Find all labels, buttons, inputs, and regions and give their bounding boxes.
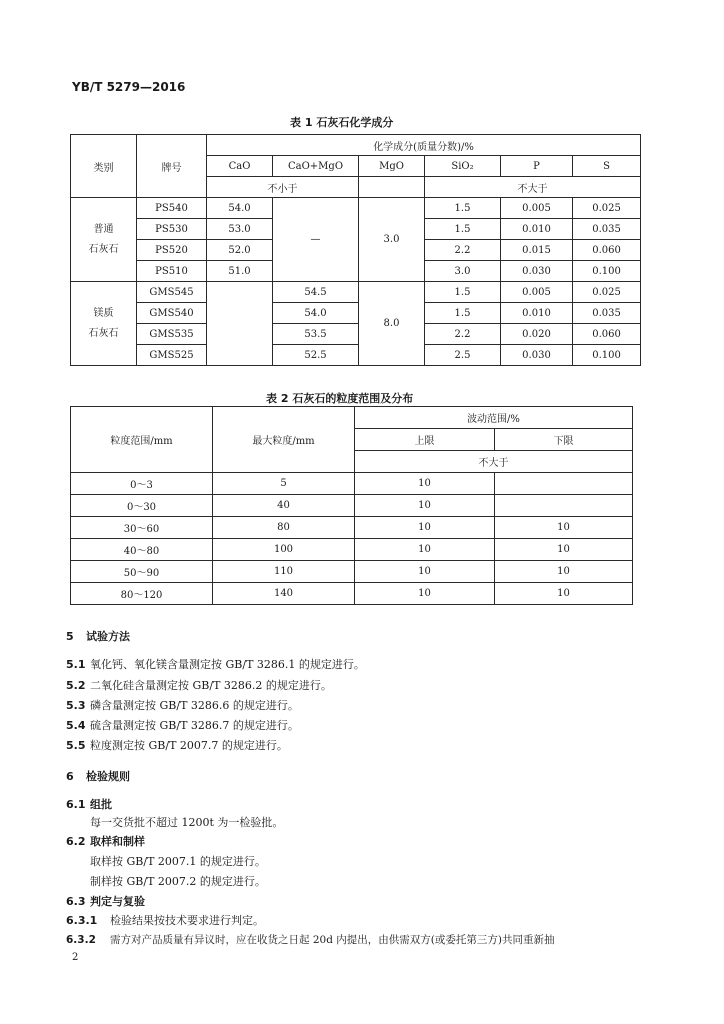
table1-caption: 表 1 石灰石化学成分 <box>290 116 394 129</box>
range-cell: 80～120 <box>71 583 213 605</box>
clause-number: 6.3.2 <box>66 934 96 946</box>
clause-6-2-text-1: 取样按 GB/T 2007.1 的规定进行。 <box>90 855 266 868</box>
s-cell: 0.060 <box>573 324 641 345</box>
clause-number: 5.1 <box>66 658 86 671</box>
s-cell: 0.100 <box>573 261 641 282</box>
category-ordinary-limestone: 普通 石灰石 <box>71 198 137 282</box>
max-cell: 140 <box>213 583 355 605</box>
range-cell: 50～90 <box>71 561 213 583</box>
p-cell: 0.030 <box>501 345 573 366</box>
clause-title: 组批 <box>90 798 112 811</box>
clause-5-3 <box>66 697 299 713</box>
clause-6-1-heading <box>66 796 112 812</box>
table-row <box>71 539 633 561</box>
header-lower: 下限 <box>495 429 633 451</box>
grade-cell: PS540 <box>137 198 207 219</box>
lower-cell <box>495 495 633 517</box>
table-row <box>71 282 641 303</box>
clause-text: 检验结果按技术要求进行判定。 <box>110 914 264 927</box>
clause-6-3-1 <box>66 912 264 928</box>
clause-6-2-heading <box>66 833 145 849</box>
lower-cell: 10 <box>495 561 633 583</box>
cao-mgo-cell: 53.5 <box>273 324 359 345</box>
header-max-size: 最大粒度/mm <box>213 407 355 473</box>
lower-cell: 10 <box>495 539 633 561</box>
table-row <box>71 517 633 539</box>
grade-cell: PS530 <box>137 219 207 240</box>
header-sio2: SiO₂ <box>425 156 501 177</box>
header-size-range: 粒度范围/mm <box>71 407 213 473</box>
clause-title: 取样和制样 <box>90 835 145 848</box>
range-cell: 30～60 <box>71 517 213 539</box>
sio2-cell: 1.5 <box>425 303 501 324</box>
table-row <box>71 198 641 219</box>
header-chemical-composition: 化学成分(质量分数)/% <box>207 135 641 156</box>
max-cell: 100 <box>213 539 355 561</box>
clause-5-5 <box>66 737 288 753</box>
sio2-cell: 1.5 <box>425 219 501 240</box>
clause-number: 5.5 <box>66 739 86 752</box>
cao-cell: 54.0 <box>207 198 273 219</box>
clause-number: 6.2 <box>66 835 86 848</box>
header-s: S <box>573 156 641 177</box>
s-cell: 0.060 <box>573 240 641 261</box>
clause-text: 需方对产品质量有异议时，应在收货之日起 20d 内提出，由供需双方(或委托第三方)共同重新抽 <box>110 934 555 946</box>
sio2-cell: 2.2 <box>425 240 501 261</box>
grade-cell: GMS545 <box>137 282 207 303</box>
grade-cell: GMS540 <box>137 303 207 324</box>
table-row <box>71 345 641 366</box>
clause-text: 氧化钙、氧化镁含量测定按 GB/T 3286.1 的规定进行。 <box>90 658 365 671</box>
cao-cell: 52.0 <box>207 240 273 261</box>
grade-cell: GMS525 <box>137 345 207 366</box>
clause-number: 6.1 <box>66 798 86 811</box>
s-cell: 0.100 <box>573 345 641 366</box>
lower-cell <box>495 473 633 495</box>
clause-text: 二氧化硅含量测定按 GB/T 3286.2 的规定进行。 <box>90 679 332 692</box>
clause-text: 磷含量测定按 GB/T 3286.6 的规定进行。 <box>90 699 299 712</box>
clause-5-4 <box>66 717 299 733</box>
p-cell: 0.030 <box>501 261 573 282</box>
table-particle-size <box>70 406 633 605</box>
header-cao: CaO <box>207 156 273 177</box>
table2-caption: 表 2 石灰石的粒度范围及分布 <box>266 392 414 405</box>
upper-cell: 10 <box>355 495 495 517</box>
grade-cell: GMS535 <box>137 324 207 345</box>
table-row <box>71 583 633 605</box>
lower-cell: 10 <box>495 583 633 605</box>
clause-text: 粒度测定按 GB/T 2007.7 的规定进行。 <box>90 739 288 752</box>
lower-cell: 10 <box>495 517 633 539</box>
cao-mgo-dash: — <box>273 198 359 282</box>
grade-cell: PS520 <box>137 240 207 261</box>
mgo-ordinary-cell: 3.0 <box>359 198 425 282</box>
clause-5-2 <box>66 677 332 693</box>
header-category: 类别 <box>71 135 137 198</box>
sio2-cell: 2.5 <box>425 345 501 366</box>
max-cell: 5 <box>213 473 355 495</box>
p-cell: 0.015 <box>501 240 573 261</box>
upper-cell: 10 <box>355 517 495 539</box>
section-title: 检验规则 <box>86 770 130 783</box>
sio2-cell: 1.5 <box>425 282 501 303</box>
p-cell: 0.005 <box>501 282 573 303</box>
table-row <box>71 324 641 345</box>
s-cell: 0.025 <box>573 282 641 303</box>
clause-number: 5.3 <box>66 699 86 712</box>
clause-number: 5.2 <box>66 679 86 692</box>
table-row <box>71 495 633 517</box>
cao-empty-cell <box>207 282 273 366</box>
section-6-heading <box>66 768 130 784</box>
p-cell: 0.010 <box>501 219 573 240</box>
upper-cell: 10 <box>355 539 495 561</box>
header-mgo: MgO <box>359 156 425 177</box>
max-cell: 80 <box>213 517 355 539</box>
clause-text: 硫含量测定按 GB/T 3286.7 的规定进行。 <box>90 719 299 732</box>
header-empty <box>359 177 425 198</box>
section-number: 5 <box>66 630 74 643</box>
cao-cell: 53.0 <box>207 219 273 240</box>
max-cell: 110 <box>213 561 355 583</box>
clause-title: 判定与复验 <box>90 895 145 908</box>
range-cell: 40～80 <box>71 539 213 561</box>
sio2-cell: 3.0 <box>425 261 501 282</box>
section-5-heading <box>66 628 130 644</box>
section-title: 试验方法 <box>86 630 130 643</box>
header-p: P <box>501 156 573 177</box>
upper-cell: 10 <box>355 583 495 605</box>
cao-mgo-cell: 52.5 <box>273 345 359 366</box>
clause-5-1 <box>66 656 365 672</box>
clause-6-3-heading <box>66 893 145 909</box>
standard-code: YB/T 5279—2016 <box>72 80 186 94</box>
table-row <box>71 303 641 324</box>
range-cell: 0～30 <box>71 495 213 517</box>
s-cell: 0.035 <box>573 219 641 240</box>
s-cell: 0.025 <box>573 198 641 219</box>
upper-cell: 10 <box>355 561 495 583</box>
p-cell: 0.020 <box>501 324 573 345</box>
sio2-cell: 1.5 <box>425 198 501 219</box>
header-grade: 牌号 <box>137 135 207 198</box>
clause-number: 6.3 <box>66 895 86 908</box>
header-not-more-than: 不大于 <box>355 451 633 473</box>
table-chemical-composition <box>70 134 641 366</box>
clause-number: 6.3.1 <box>66 914 98 927</box>
max-cell: 40 <box>213 495 355 517</box>
cao-mgo-cell: 54.0 <box>273 303 359 324</box>
cao-mgo-cell: 54.5 <box>273 282 359 303</box>
header-upper: 上限 <box>355 429 495 451</box>
p-cell: 0.010 <box>501 303 573 324</box>
category-magnesian-limestone: 镁质 石灰石 <box>71 282 137 366</box>
clause-6-3-2 <box>66 932 554 947</box>
p-cell: 0.005 <box>501 198 573 219</box>
sio2-cell: 2.2 <box>425 324 501 345</box>
page-number: 2 <box>72 952 79 963</box>
cao-cell: 51.0 <box>207 261 273 282</box>
upper-cell: 10 <box>355 473 495 495</box>
grade-cell: PS510 <box>137 261 207 282</box>
mgo-magnesian-cell: 8.0 <box>359 282 425 366</box>
header-not-less-than: 不小于 <box>207 177 359 198</box>
clause-number: 5.4 <box>66 719 86 732</box>
header-not-more-than: 不大于 <box>425 177 641 198</box>
section-number: 6 <box>66 770 74 783</box>
header-fluctuation: 波动范围/% <box>355 407 633 429</box>
s-cell: 0.035 <box>573 303 641 324</box>
clause-6-1-text: 每一交货批不超过 1200t 为一检验批。 <box>90 816 284 829</box>
table-row <box>71 561 633 583</box>
range-cell: 0～3 <box>71 473 213 495</box>
table-row <box>71 473 633 495</box>
header-cao-mgo: CaO+MgO <box>273 156 359 177</box>
clause-6-2-text-2: 制样按 GB/T 2007.2 的规定进行。 <box>90 875 266 888</box>
